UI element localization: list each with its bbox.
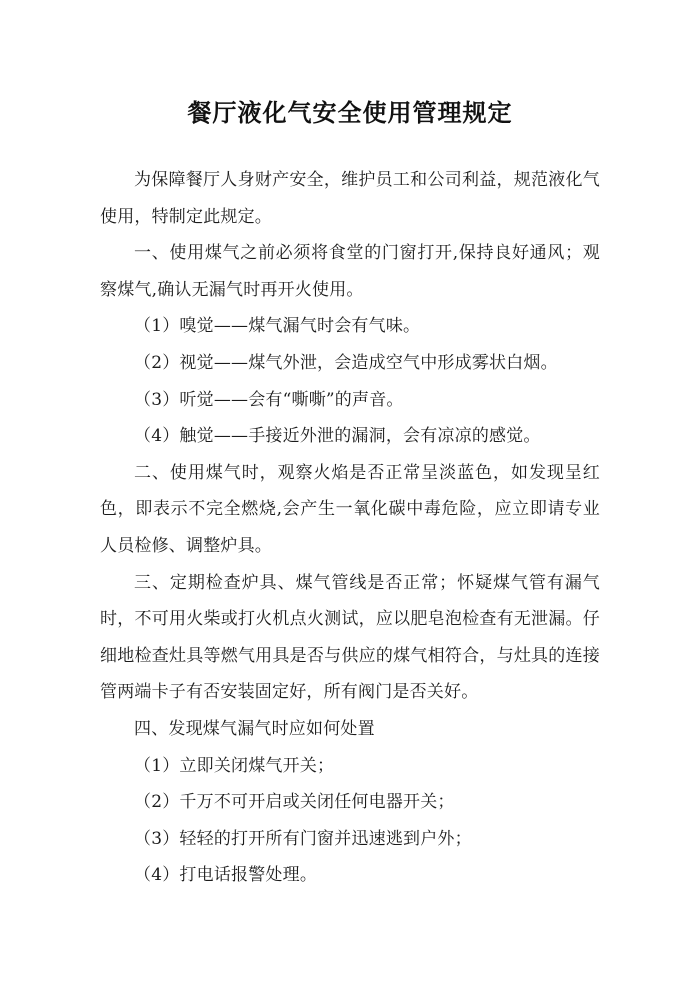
document-body	[100, 162, 600, 894]
paragraph-rule-2: 二、使用煤气时，观察火焰是否正常呈淡蓝色，如发现呈红色，即表示不完全燃烧,会产生一氧化碳中毒危险，应立即请专业人员检修、调整炉具。	[100, 462, 600, 556]
paragraph-rule-4-item-4: （4）打电话报警处理。	[134, 865, 318, 886]
paragraph-rule-1-item-3: （3）听觉——会有“嘶嘶”的声音。	[134, 389, 404, 410]
document-title: 餐厅液化气安全使用管理规定	[187, 98, 513, 127]
paragraph-rule-1-item-2: （2）视觉——煤气外泄，会造成空气中形成雾状白烟。	[134, 352, 558, 373]
paragraph-rule-1: 一、使用煤气之前必须将食堂的门窗打开,保持良好通风；观察煤气,确认无漏气时再开火使用。	[100, 243, 600, 300]
paragraph-rule-1-item-1: （1）嗅觉——煤气漏气时会有气味。	[134, 316, 421, 337]
paragraph-rule-3: 三、定期检查炉具、煤气管线是否正常；怀疑煤气管有漏气时，不可用火柴或打火机点火测试，应以肥皂泡检查有无泄漏。仔细地检查灶具等燃气用具是否与供应的煤气相符合，与灶具的连接管两端卡子有否安装固定好，所有阀门是否关好。	[100, 572, 600, 703]
paragraph-rule-4-item-3: （3）轻轻的打开所有门窗并迅速逃到户外；	[134, 828, 472, 849]
paragraph-rule-4: 四、发现煤气漏气时应如何处置	[134, 718, 375, 739]
paragraph-rule-1-item-4: （4）触觉——手接近外泄的漏洞，会有凉凉的感觉。	[134, 426, 541, 447]
paragraph-rule-4-item-2: （2）千万不可开启或关闭任何电器开关；	[134, 792, 455, 813]
paragraph-rule-4-item-1: （1）立即关闭煤气开关；	[134, 755, 335, 776]
paragraph-intro: 为保障餐厅人身财产安全，维护员工和公司利益，规范液化气使用，特制定此规定。	[100, 170, 600, 227]
